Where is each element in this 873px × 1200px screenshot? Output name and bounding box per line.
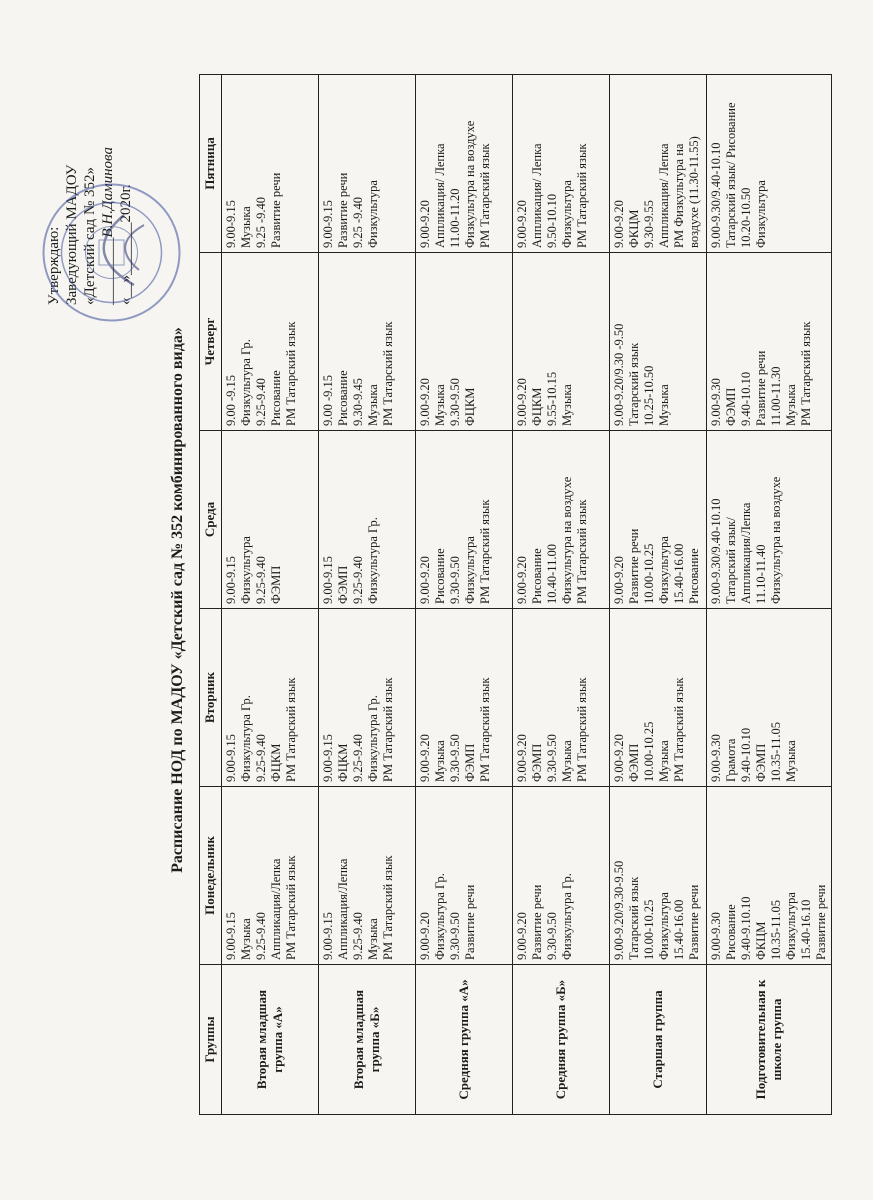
table-row: [609, 75, 706, 1115]
schedule-cell-thursday: [415, 253, 512, 431]
group-name: Старшая группа: [609, 965, 706, 1115]
header-thursday: Четверг: [199, 253, 221, 431]
lesson-line: 9.00-9.20: [611, 200, 626, 248]
schedule-cell-monday: [318, 787, 415, 965]
lesson-line: 9.50-10.10: [544, 193, 559, 248]
lesson-line: Рисование: [723, 904, 738, 960]
lesson-line: ФЭМП: [753, 743, 768, 782]
lesson-line: Физкультура: [462, 536, 477, 604]
lesson-line: Физкультура: [656, 536, 671, 604]
lesson-line: 9.30-9.50: [544, 912, 559, 960]
lesson-line: 11.10-11.40: [753, 544, 768, 604]
lesson-line: 9.00-9.20: [417, 556, 432, 604]
lesson-line: Музыка: [238, 206, 253, 248]
lesson-line: Физкультура Гр.: [238, 339, 253, 426]
schedule-cell-tuesday: [221, 609, 318, 787]
lesson-line: РМ Татарский язык: [671, 677, 686, 782]
schedule-sheet: [37, 45, 837, 1155]
lesson-line: 9.00-9.20: [417, 734, 432, 782]
lesson-line: 11.00-11.30: [768, 366, 783, 426]
lesson-line: РМ Татарский язык: [798, 321, 813, 426]
approval-signature-line: _________В.Н.Даминова: [99, 147, 116, 305]
lesson-line: 9.00-9.15: [320, 734, 335, 782]
lesson-line: Музыка: [365, 918, 380, 960]
lesson-line: 9.00-9.15: [320, 556, 335, 604]
schedule-cell-monday: [415, 787, 512, 965]
lesson-line: Физкультура Гр.: [559, 873, 574, 960]
lesson-line: Развитие речи: [813, 884, 828, 960]
header-row: [199, 75, 221, 1115]
schedule-cell-thursday: [221, 253, 318, 431]
approval-line-2: Заведующий МАДОУ: [63, 164, 80, 305]
lesson-line: 9.30-9.50: [447, 912, 462, 960]
lesson-line: Грамота: [723, 738, 738, 782]
lesson-line: РМ Татарский язык: [574, 499, 589, 604]
header-wednesday: Среда: [199, 431, 221, 609]
lesson-line: Аппликация/ Лепка: [656, 143, 671, 248]
lesson-line: 9.00-9.20: [611, 556, 626, 604]
lesson-line: 9.00-9.20: [514, 912, 529, 960]
lesson-line: РМ Татарский язык: [283, 677, 298, 782]
schedule-cell-tuesday: [609, 609, 706, 787]
lesson-line: 9.00-9.30/9.40-10.10: [708, 498, 723, 604]
lesson-line: Развитие речи: [686, 884, 701, 960]
lesson-line: Физкультура Гр.: [365, 517, 380, 604]
header-monday: Понедельник: [199, 787, 221, 965]
lesson-line: 9.00-9.15: [223, 912, 238, 960]
lesson-line: РМ Татарский язык: [283, 855, 298, 960]
lesson-line: Музыка: [656, 384, 671, 426]
lesson-line: 9.25 -9.40: [253, 196, 268, 248]
schedule-cell-wednesday: [221, 431, 318, 609]
schedule-cell-friday: [415, 75, 512, 253]
lesson-line: Музыка: [559, 384, 574, 426]
lesson-line: 9.00-9.20: [514, 556, 529, 604]
lesson-line: Музыка: [432, 740, 447, 782]
group-name: Подготовительная к школе группа: [706, 965, 831, 1115]
lesson-line: ФЦКМ: [335, 743, 350, 782]
lesson-line: РМ Татарский язык: [574, 143, 589, 248]
schedule-cell-thursday: [318, 253, 415, 431]
schedule-cell-friday: [318, 75, 415, 253]
lesson-line: Аппликация/ Лепка: [432, 143, 447, 248]
lesson-line: ФЭМП: [462, 743, 477, 782]
lesson-line: 9.00-9.20/9.30-9.50: [611, 860, 626, 960]
schedule-cell-tuesday: [706, 609, 831, 787]
lesson-line: 11.00-11.20: [447, 188, 462, 248]
lesson-line: Физкультура Гр.: [238, 695, 253, 782]
lesson-line: 9.00-9.15: [223, 734, 238, 782]
lesson-line: Физкультура: [753, 180, 768, 248]
lesson-line: Аппликация/ Лепка: [529, 143, 544, 248]
lesson-line: Развитие речи: [529, 884, 544, 960]
lesson-line: Татарский язык: [626, 342, 641, 426]
lesson-line: Аппликация/Лепка: [268, 858, 283, 960]
schedule-cell-tuesday: [318, 609, 415, 787]
lesson-line: Физкультура: [559, 180, 574, 248]
lesson-line: 15.40-16.00: [671, 899, 686, 960]
schedule-cell-tuesday: [512, 609, 609, 787]
lesson-line: 9.00-9.15: [223, 200, 238, 248]
group-name: Вторая младшая группа «А»: [221, 965, 318, 1115]
lesson-line: Музыка: [238, 918, 253, 960]
lesson-line: Татарский язык/: [723, 517, 738, 604]
lesson-line: ФЭМП: [268, 565, 283, 604]
schedule-cell-friday: [512, 75, 609, 253]
schedule-body: [221, 75, 831, 1115]
schedule-cell-tuesday: [415, 609, 512, 787]
lesson-line: 9.25-9.40: [253, 734, 268, 782]
lesson-line: 9.30-9.50: [447, 556, 462, 604]
schedule-cell-thursday: [609, 253, 706, 431]
schedule-cell-monday: [221, 787, 318, 965]
lesson-line: ФЦКМ: [462, 387, 477, 426]
lesson-line: Развитие речи: [268, 172, 283, 248]
lesson-line: 9.00-9.30: [708, 734, 723, 782]
lesson-line: Развитие речи: [753, 350, 768, 426]
lesson-line: воздухе (11.30-11.55): [686, 136, 701, 248]
lesson-line: 10.00-10.25: [641, 899, 656, 960]
lesson-line: 10.40-11.00: [544, 544, 559, 604]
lesson-line: 9.00-9.20/9.30 -9.50: [611, 323, 626, 426]
lesson-line: ФЭМП: [723, 387, 738, 426]
lesson-line: 9.25-9.40: [253, 378, 268, 426]
lesson-line: Рисование: [335, 370, 350, 426]
header-groups: Группы: [199, 965, 221, 1115]
lesson-line: Физкультура Гр.: [432, 873, 447, 960]
schedule-cell-wednesday: [318, 431, 415, 609]
header-friday: Пятница: [199, 75, 221, 253]
lesson-line: Музыка: [783, 384, 798, 426]
table-row: [415, 75, 512, 1115]
lesson-line: РМ Татарский язык: [477, 499, 492, 604]
header-tuesday: Вторник: [199, 609, 221, 787]
lesson-line: 15.40-16.10: [798, 899, 813, 960]
schedule-cell-wednesday: [706, 431, 831, 609]
schedule-cell-friday: [706, 75, 831, 253]
schedule-cell-monday: [706, 787, 831, 965]
lesson-line: Физкультура на воздухе: [559, 476, 574, 604]
lesson-line: 9.25-9.40: [253, 556, 268, 604]
lesson-line: РМ Татарский язык: [380, 321, 395, 426]
lesson-line: Татарский язык/ Рисование: [723, 102, 738, 248]
lesson-line: Музыка: [783, 740, 798, 782]
official-stamp: [39, 180, 184, 325]
lesson-line: 9.40-9.10.10: [738, 896, 753, 960]
schedule-cell-thursday: [706, 253, 831, 431]
lesson-line: 9.00-9.20: [417, 200, 432, 248]
lesson-line: 15.40-16.00: [671, 543, 686, 604]
lesson-line: Физкультура: [783, 892, 798, 960]
lesson-line: Рисование: [432, 548, 447, 604]
lesson-line: 9.00-9.20: [417, 378, 432, 426]
schedule-cell-friday: [609, 75, 706, 253]
lesson-line: 9.55-10.15: [544, 371, 559, 426]
lesson-line: Развитие речи: [626, 528, 641, 604]
lesson-line: Рисование: [529, 548, 544, 604]
lesson-line: Аппликация/Лепка: [335, 858, 350, 960]
lesson-line: 9.00-9.15: [320, 912, 335, 960]
schedule-cell-wednesday: [512, 431, 609, 609]
lesson-line: 9.25-9.40: [253, 912, 268, 960]
group-name: Средняя группа «Б»: [512, 965, 609, 1115]
schedule-cell-thursday: [512, 253, 609, 431]
lesson-line: РМ Татарский язык: [283, 321, 298, 426]
lesson-line: 9.30-9.50: [447, 378, 462, 426]
lesson-line: ФЭМП: [529, 743, 544, 782]
lesson-line: 9.25-9.40: [350, 556, 365, 604]
lesson-line: 9.00-9.20: [514, 378, 529, 426]
group-name: Вторая младшая группа «Б»: [318, 965, 415, 1115]
lesson-line: 9.25-9.40: [350, 734, 365, 782]
lesson-line: Музыка: [559, 740, 574, 782]
lesson-line: ФЭМП: [335, 565, 350, 604]
lesson-line: 10.35-11.05: [768, 722, 783, 782]
lesson-line: ФЭМП: [626, 743, 641, 782]
lesson-line: 9.00-9.20: [514, 200, 529, 248]
schedule-cell-monday: [609, 787, 706, 965]
lesson-line: 9.30-9.45: [350, 378, 365, 426]
lesson-line: Аппликация/Лепка: [738, 502, 753, 604]
lesson-line: ФЦКМ: [529, 387, 544, 426]
page-title: Расписание НОД по МАДОУ «Детский сад № 352 комбинированного вида»: [168, 327, 186, 873]
lesson-line: РМ Татарский язык: [380, 677, 395, 782]
lesson-line: 10.00-10.25: [641, 543, 656, 604]
lesson-line: Рисование: [268, 370, 283, 426]
schedule-cell-wednesday: [415, 431, 512, 609]
approval-date-line: «__»_______2020г.: [117, 184, 134, 305]
lesson-line: 9.25 -9.40: [350, 196, 365, 248]
lesson-line: Физкультура: [365, 180, 380, 248]
lesson-line: Развитие речи: [335, 172, 350, 248]
lesson-line: РМ Татарский язык: [477, 143, 492, 248]
lesson-line: 9.40-10.10: [738, 371, 753, 426]
lesson-line: РМ Татарский язык: [380, 855, 395, 960]
lesson-line: 9.00-9.30: [708, 912, 723, 960]
lesson-line: 9.30-9.50: [544, 734, 559, 782]
lesson-line: Физкультура на воздухе: [768, 476, 783, 604]
lesson-line: 9.30-9.50: [447, 734, 462, 782]
lesson-line: РМ Татарский язык: [574, 677, 589, 782]
lesson-line: 9.25-9.40: [350, 912, 365, 960]
lesson-line: 9.00 -9.15: [320, 374, 335, 426]
table-row: [512, 75, 609, 1115]
group-name: Средняя группа «А»: [415, 965, 512, 1115]
lesson-line: 9.00 -9.15: [223, 374, 238, 426]
lesson-line: 10.00-10.25: [641, 721, 656, 782]
lesson-line: 9.40-10.10: [738, 727, 753, 782]
lesson-line: РМ Татарский язык: [477, 677, 492, 782]
lesson-line: 9.00-9.20: [611, 734, 626, 782]
lesson-line: 9.00-9.30: [708, 378, 723, 426]
lesson-line: 9.30-9.55: [641, 200, 656, 248]
lesson-line: Музыка: [656, 740, 671, 782]
lesson-line: ФКЦМ: [626, 209, 641, 248]
lesson-line: РМ Физкультура на: [671, 143, 686, 248]
lesson-line: 9.00-9.15: [320, 200, 335, 248]
schedule-cell-friday: [221, 75, 318, 253]
lesson-line: 9.00-9.30/9.40-10.10: [708, 142, 723, 248]
lesson-line: Физкультура: [656, 892, 671, 960]
lesson-line: Рисование: [686, 548, 701, 604]
lesson-line: 10.20-10.50: [738, 187, 753, 248]
schedule-table: [199, 74, 832, 1115]
lesson-line: Развитие речи: [462, 884, 477, 960]
lesson-line: ФКЦМ: [753, 921, 768, 960]
lesson-line: ФЦКМ: [268, 743, 283, 782]
approval-line-3: «Детский сад № 352»: [81, 166, 98, 305]
lesson-line: Физкультура Гр.: [365, 695, 380, 782]
lesson-line: Физкультура на воздухе: [462, 120, 477, 248]
schedule-cell-monday: [512, 787, 609, 965]
lesson-line: 10.25-10.50: [641, 365, 656, 426]
lesson-line: 10.35-11.05: [768, 900, 783, 960]
lesson-line: 9.00-9.20: [417, 912, 432, 960]
table-row: [318, 75, 415, 1115]
schedule-cell-wednesday: [609, 431, 706, 609]
lesson-line: 9.00-9.15: [223, 556, 238, 604]
approval-line-1: Утверждаю:: [45, 226, 62, 305]
lesson-line: Физкультура: [238, 536, 253, 604]
lesson-line: Музыка: [432, 384, 447, 426]
table-row: [221, 75, 318, 1115]
lesson-line: Музыка: [365, 384, 380, 426]
lesson-line: Татарский язык: [626, 876, 641, 960]
table-row: [706, 75, 831, 1115]
lesson-line: 9.00-9.20: [514, 734, 529, 782]
